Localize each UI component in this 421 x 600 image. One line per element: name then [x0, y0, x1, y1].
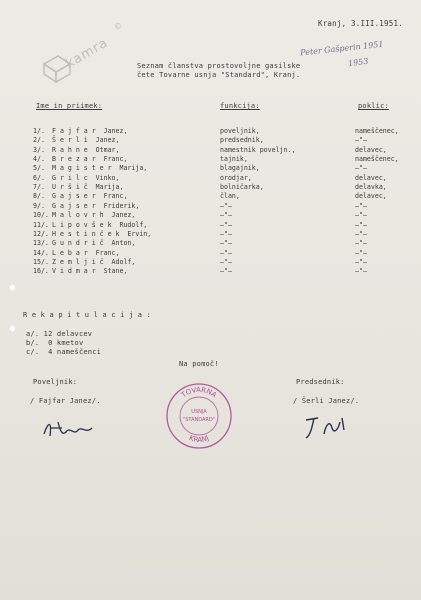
document-date: Kranj, 3.III.1951. [318, 19, 403, 28]
member-row [0, 183, 421, 192]
member-name: Š e r l i Janez, [52, 136, 120, 145]
member-number: 1/. [33, 127, 45, 135]
member-name: G a j s e r Friderik, [52, 201, 140, 210]
member-name: H e s t i n č e k Ervin, [52, 229, 152, 238]
member-name: R a h n e Otmar, [52, 145, 120, 154]
member-row [0, 267, 421, 276]
member-function: —"— [220, 201, 232, 210]
svg-text:KRANJ [188, 434, 210, 444]
member-row [0, 202, 421, 211]
kamra-logo-word: kamra [63, 35, 111, 72]
recap-line-1: a/. 12 delavcev [26, 330, 93, 338]
company-stamp [165, 382, 233, 450]
punch-hole-bottom [9, 325, 16, 332]
member-function: —"— [220, 267, 232, 276]
member-number: 13/. [33, 239, 49, 248]
member-name: V i d m a r Stane, [52, 267, 128, 276]
stamp-middle-1: USNJA [191, 409, 207, 415]
punch-hole-top [9, 284, 16, 291]
member-function: blagajnik, [220, 164, 260, 173]
member-name: G a j s e r Franc, [52, 192, 128, 201]
member-number: 4/. [33, 155, 45, 164]
member-row [0, 164, 421, 173]
member-number: 10/. [33, 211, 49, 220]
member-number: 9/. [33, 201, 45, 210]
member-number: 15/. [33, 257, 49, 266]
left-signature [40, 414, 100, 444]
member-row [0, 239, 421, 248]
member-number: 7/. [33, 183, 45, 192]
handwritten-note-2: 1953 [347, 56, 369, 69]
member-function: —"— [220, 257, 232, 266]
member-function: namestnik poveljn., [220, 145, 296, 154]
member-occupation: —"— [355, 239, 367, 248]
member-occupation: delavec, [355, 173, 387, 182]
member-occupation: nameščenec, [355, 155, 399, 164]
member-row [0, 192, 421, 201]
right-role: Predsednik: [296, 378, 345, 386]
member-name: F a j f a r Janez, [52, 127, 128, 135]
stamp-middle-2: "STANDARD" [182, 417, 216, 423]
member-occupation: —"— [355, 248, 367, 257]
member-number: 16/. [33, 267, 49, 276]
copyright-mark: © [114, 22, 122, 31]
member-occupation: —"— [355, 201, 367, 210]
kamra-watermark-logo [40, 20, 130, 90]
member-occupation: —"— [355, 136, 367, 145]
member-function: —"— [220, 239, 232, 248]
member-number: 2/. [33, 136, 45, 145]
member-row [0, 258, 421, 267]
left-name: / Fajfar Janez/. [30, 397, 101, 405]
member-occupation: —"— [355, 257, 367, 266]
header-function: funkcija: [220, 102, 260, 110]
member-number: 12/. [33, 229, 49, 238]
member-row [0, 221, 421, 230]
member-name: M a g i s t e r Marija, [52, 164, 148, 173]
member-number: 5/. [33, 164, 45, 173]
member-function: predsednik, [220, 136, 264, 145]
member-row [0, 136, 421, 145]
member-function: —"— [220, 211, 232, 220]
member-occupation: delavec, [355, 145, 387, 154]
member-number: 6/. [33, 173, 45, 182]
member-function: tajnik, [220, 155, 248, 164]
member-name: G r i l c Vinko, [52, 173, 120, 182]
member-occupation: —"— [355, 267, 367, 276]
member-row [0, 146, 421, 155]
header-name: Ime in priimek: [36, 102, 103, 110]
stamp-top-text: TOVARNA [179, 385, 219, 400]
member-row [0, 127, 421, 136]
member-function: poveljnik, [220, 127, 260, 135]
member-number: 3/. [33, 145, 45, 154]
member-row [0, 174, 421, 183]
member-name: B r e z a r Franc, [52, 155, 128, 164]
member-function: —"— [220, 248, 232, 257]
left-role: Poveljnik: [33, 378, 78, 386]
member-number: 11/. [33, 220, 49, 229]
header-occupation: poklic: [358, 102, 389, 110]
member-row [0, 155, 421, 164]
member-number: 14/. [33, 248, 49, 257]
member-row [0, 249, 421, 258]
member-number: 8/. [33, 192, 45, 201]
title-line-2: čete Tovarne usnja "Standard", Kranj. [137, 71, 301, 79]
member-function: član, [220, 192, 240, 201]
member-name: G u n d r i č Anton, [52, 239, 136, 248]
stamp-bottom-text: KRANJ [187, 433, 211, 445]
recap-title: R e k a p i t u l a c i j a : [23, 311, 152, 319]
member-function: orodjar, [220, 173, 252, 182]
member-occupation: nameščenec, [355, 127, 399, 135]
svg-text:TOVARNA [179, 386, 218, 400]
member-function: —"— [220, 229, 232, 238]
member-occupation: delavka, [355, 183, 387, 192]
recap-line-2: b/. 0 kmetov [26, 339, 84, 347]
member-occupation: delavec, [355, 192, 387, 201]
handwritten-note-1: Peter Gašperin 1951 [299, 39, 384, 58]
right-signature [300, 410, 350, 444]
member-occupation: —"— [355, 164, 367, 173]
member-name: U r š i č Marija, [52, 183, 124, 192]
closing-phrase: Na pomoč! [179, 360, 219, 368]
recap-line-3: c/. 4 nameščenci [26, 348, 102, 356]
member-occupation: —"— [355, 220, 367, 229]
title-line-1: Seznam članstva prostovoljne gasilske [137, 62, 301, 70]
member-occupation: —"— [355, 229, 367, 238]
member-name: L e b a r Franc, [52, 248, 120, 257]
member-name: Z e m l j i č Adolf, [52, 257, 136, 266]
right-name: / Šerli Janez/. [293, 397, 360, 405]
member-name: M a l o v r h Janez, [52, 211, 136, 220]
member-row [0, 211, 421, 220]
member-function: —"— [220, 220, 232, 229]
member-function: bolničarka, [220, 183, 264, 192]
member-row [0, 230, 421, 239]
member-occupation: —"— [355, 211, 367, 220]
member-name: L i p o v š e k Rudolf, [52, 220, 148, 229]
